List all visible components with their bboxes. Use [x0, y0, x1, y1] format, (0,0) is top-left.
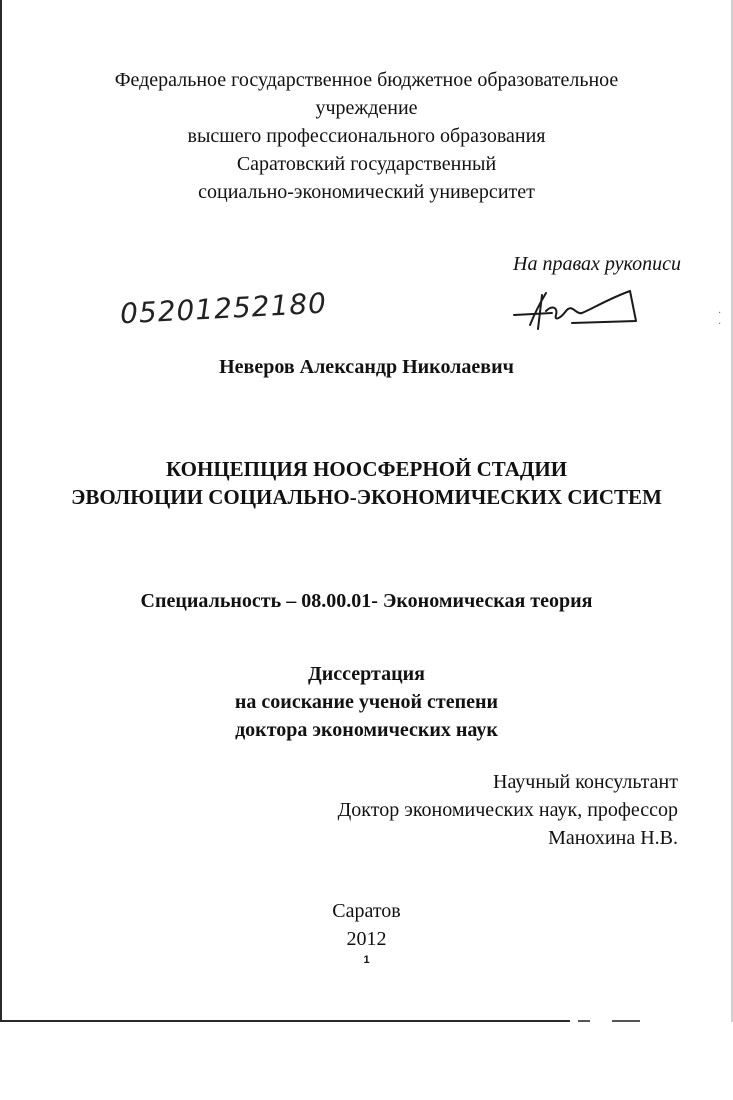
scientific-consultant: [338, 768, 678, 852]
author-name: Неверов Александр Николаевич: [219, 356, 514, 378]
scan-border-fragment: [612, 1020, 640, 1022]
institution-header: [0, 66, 733, 206]
institution-line: Саратовский государственный: [236, 153, 497, 175]
place-and-year: [0, 897, 733, 953]
title-line: ЭВОЛЮЦИИ СОЦИАЛЬНО-ЭКОНОМИЧЕСКИХ СИСТЕМ: [71, 485, 662, 509]
degree-line: на соискание ученой степени: [234, 691, 499, 713]
handwritten-archive-number: 05201252180: [119, 286, 328, 331]
city: Саратов: [332, 900, 401, 922]
institution-line: социально-экономический университет: [198, 181, 535, 203]
institution-line: Федеральное государственное бюджетное образовательное: [114, 69, 619, 91]
dissertation-title: [0, 455, 733, 511]
consultant-line: Доктор экономических наук, профессор: [337, 799, 678, 821]
page-number: 1: [363, 954, 370, 966]
signature-icon: [512, 285, 642, 335]
manuscript-rights-note: На правах рукописи: [513, 253, 681, 275]
dissertation-degree: [0, 660, 733, 744]
degree-line: доктора экономических наук: [235, 719, 498, 741]
year: 2012: [346, 928, 387, 950]
degree-line: Диссертация: [308, 663, 425, 685]
institution-line: учреждение: [315, 97, 418, 119]
scan-border-fragment: [578, 1020, 590, 1022]
scan-border-bottom: [0, 1020, 570, 1022]
title-line: КОНЦЕПЦИЯ НООСФЕРНОЙ СТАДИИ: [165, 457, 568, 481]
consultant-line: Манохина Н.В.: [548, 827, 678, 849]
institution-line: высшего профессионального образования: [187, 125, 546, 147]
scan-artifact-dots: · ·: [718, 308, 724, 330]
specialty: Специальность – 08.00.01- Экономическая теория: [140, 590, 593, 612]
consultant-line: Научный консультант: [493, 771, 678, 793]
